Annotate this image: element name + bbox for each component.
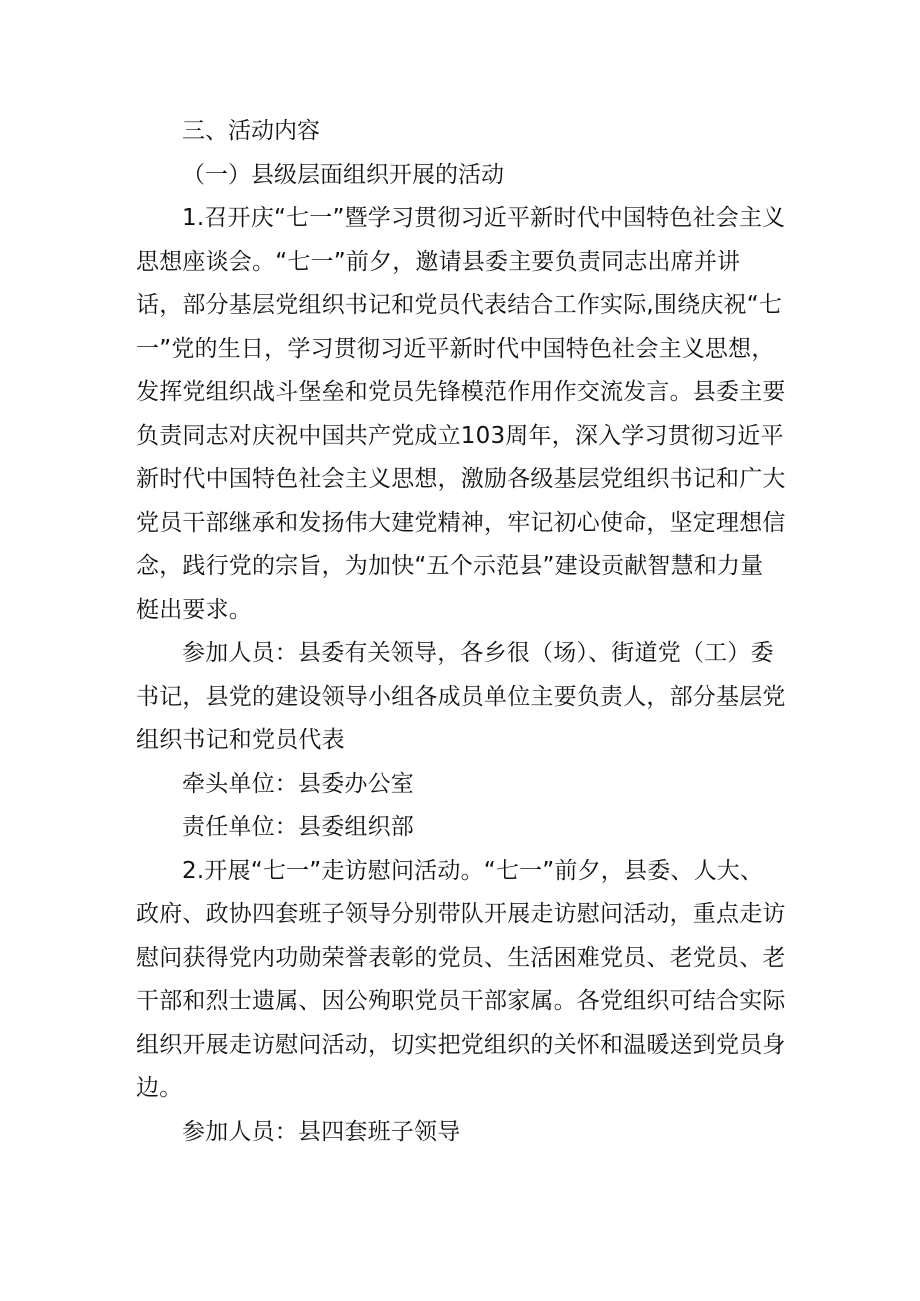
paragraph-responsible-unit: 责任单位：县委组织部 <box>182 814 414 840</box>
subsection-heading: （一）县级层面组织开展的活动 <box>182 161 504 188</box>
paragraph-participants-1: 参加人员：县委有关领导，各乡很（场）、街道党（工）委书记，县党的建设领导小组各成员单位主要负责人，部分基层党组织书记和党员代表 <box>136 640 786 753</box>
document-body <box>136 110 786 1154</box>
section-heading: 三、活动内容 <box>182 118 320 144</box>
paragraph-lead-unit: 牵头单位：县委办公室 <box>182 770 414 797</box>
paragraph-item-1: 1.召开庆“七一”暨学习贯彻习近平新时代中国特色社会主义思想座谈会。“七一”前夕，邀请县委主要负责同志出席并讲话，部分基层党组织书记和党员代表结合工作实际,围绕庆祝“七一”党的生日，学习贯彻习近平新时代中国特色社会主义思想，发挥党组织战斗堡垒和党员先锋模范作用作交流发言。县委主要负责同志对庆祝中国共产党成立103周年，深入学习贯彻习近平新时代中国特色社会主义思想，激励各级基层党组织书记和广大党员干部继承和发扬伟大建党精神，牢记初心使命，坚定理想信念，践行党的宗旨，为加快“五个示范县”建设贡献智慧和力量梃出要求。 <box>136 205 786 623</box>
paragraph-participants-2: 参加人员：县四套班子领导 <box>182 1118 461 1145</box>
paragraph-item-2: 2.开展“七一”走访慰问活动。“七一”前夕，县委、人大、政府、政协四套班子领导分别带队开展走访慰问活动，重点走访慰问获得党内功勋荣誉表彰的党员、生活困难党员、老党员、老干部和烈士遗属、因公殉职党员干部家属。各党组织可结合实际组织开展走访慰问活动，切实把党组织的关怀和温暖送到党员身边。 <box>136 857 786 1101</box>
